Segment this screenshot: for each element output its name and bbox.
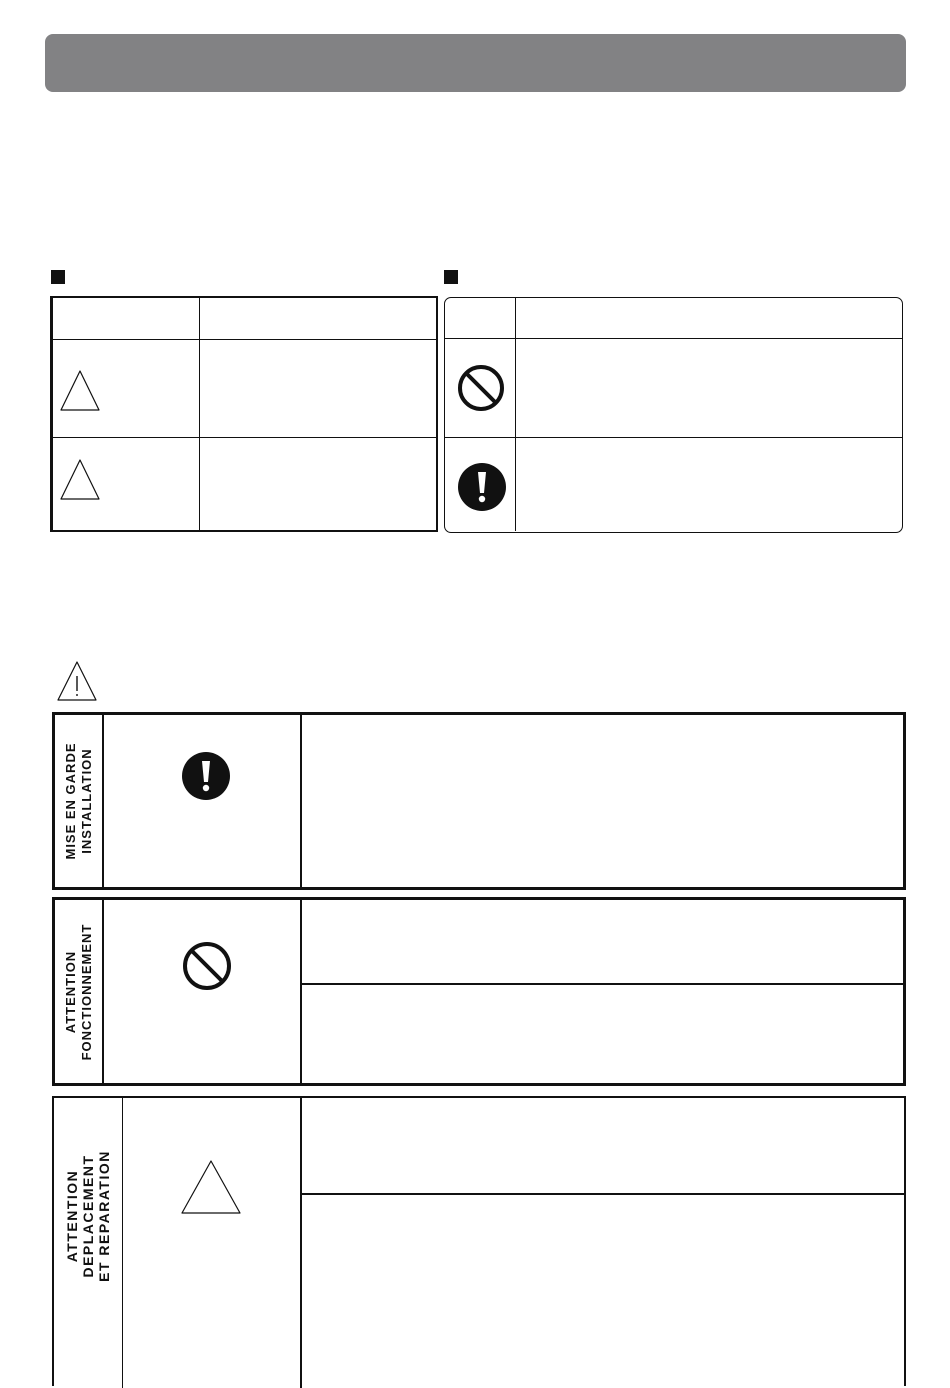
right-symbol-table: [444, 297, 903, 533]
warning-triangle-icon: [180, 1158, 242, 1216]
left-section-marker: [51, 270, 65, 284]
warning-triangle-icon: [59, 368, 101, 412]
section-label: ATTENTION DEPLACEMENT ET REPARATION: [64, 1150, 112, 1282]
warning-triangle-icon: [59, 457, 101, 501]
warning-exclamation-triangle-icon: [56, 660, 98, 702]
section-label: MISE EN GARDE INSTALLATION: [62, 742, 94, 860]
prohibited-icon: [456, 363, 506, 413]
mandatory-exclamation-icon: [457, 462, 507, 512]
left-symbol-table: [50, 296, 438, 532]
section-label: ATTENTION FONCTIONNEMENT: [62, 923, 94, 1060]
header-bar: [45, 34, 906, 92]
right-section-marker: [444, 270, 458, 284]
moving-repair-caution-section: [52, 1096, 906, 1386]
installation-warning-section: [52, 712, 906, 890]
mandatory-exclamation-icon: [181, 751, 231, 801]
operation-caution-section: [52, 897, 906, 1086]
prohibited-icon: [181, 940, 233, 992]
